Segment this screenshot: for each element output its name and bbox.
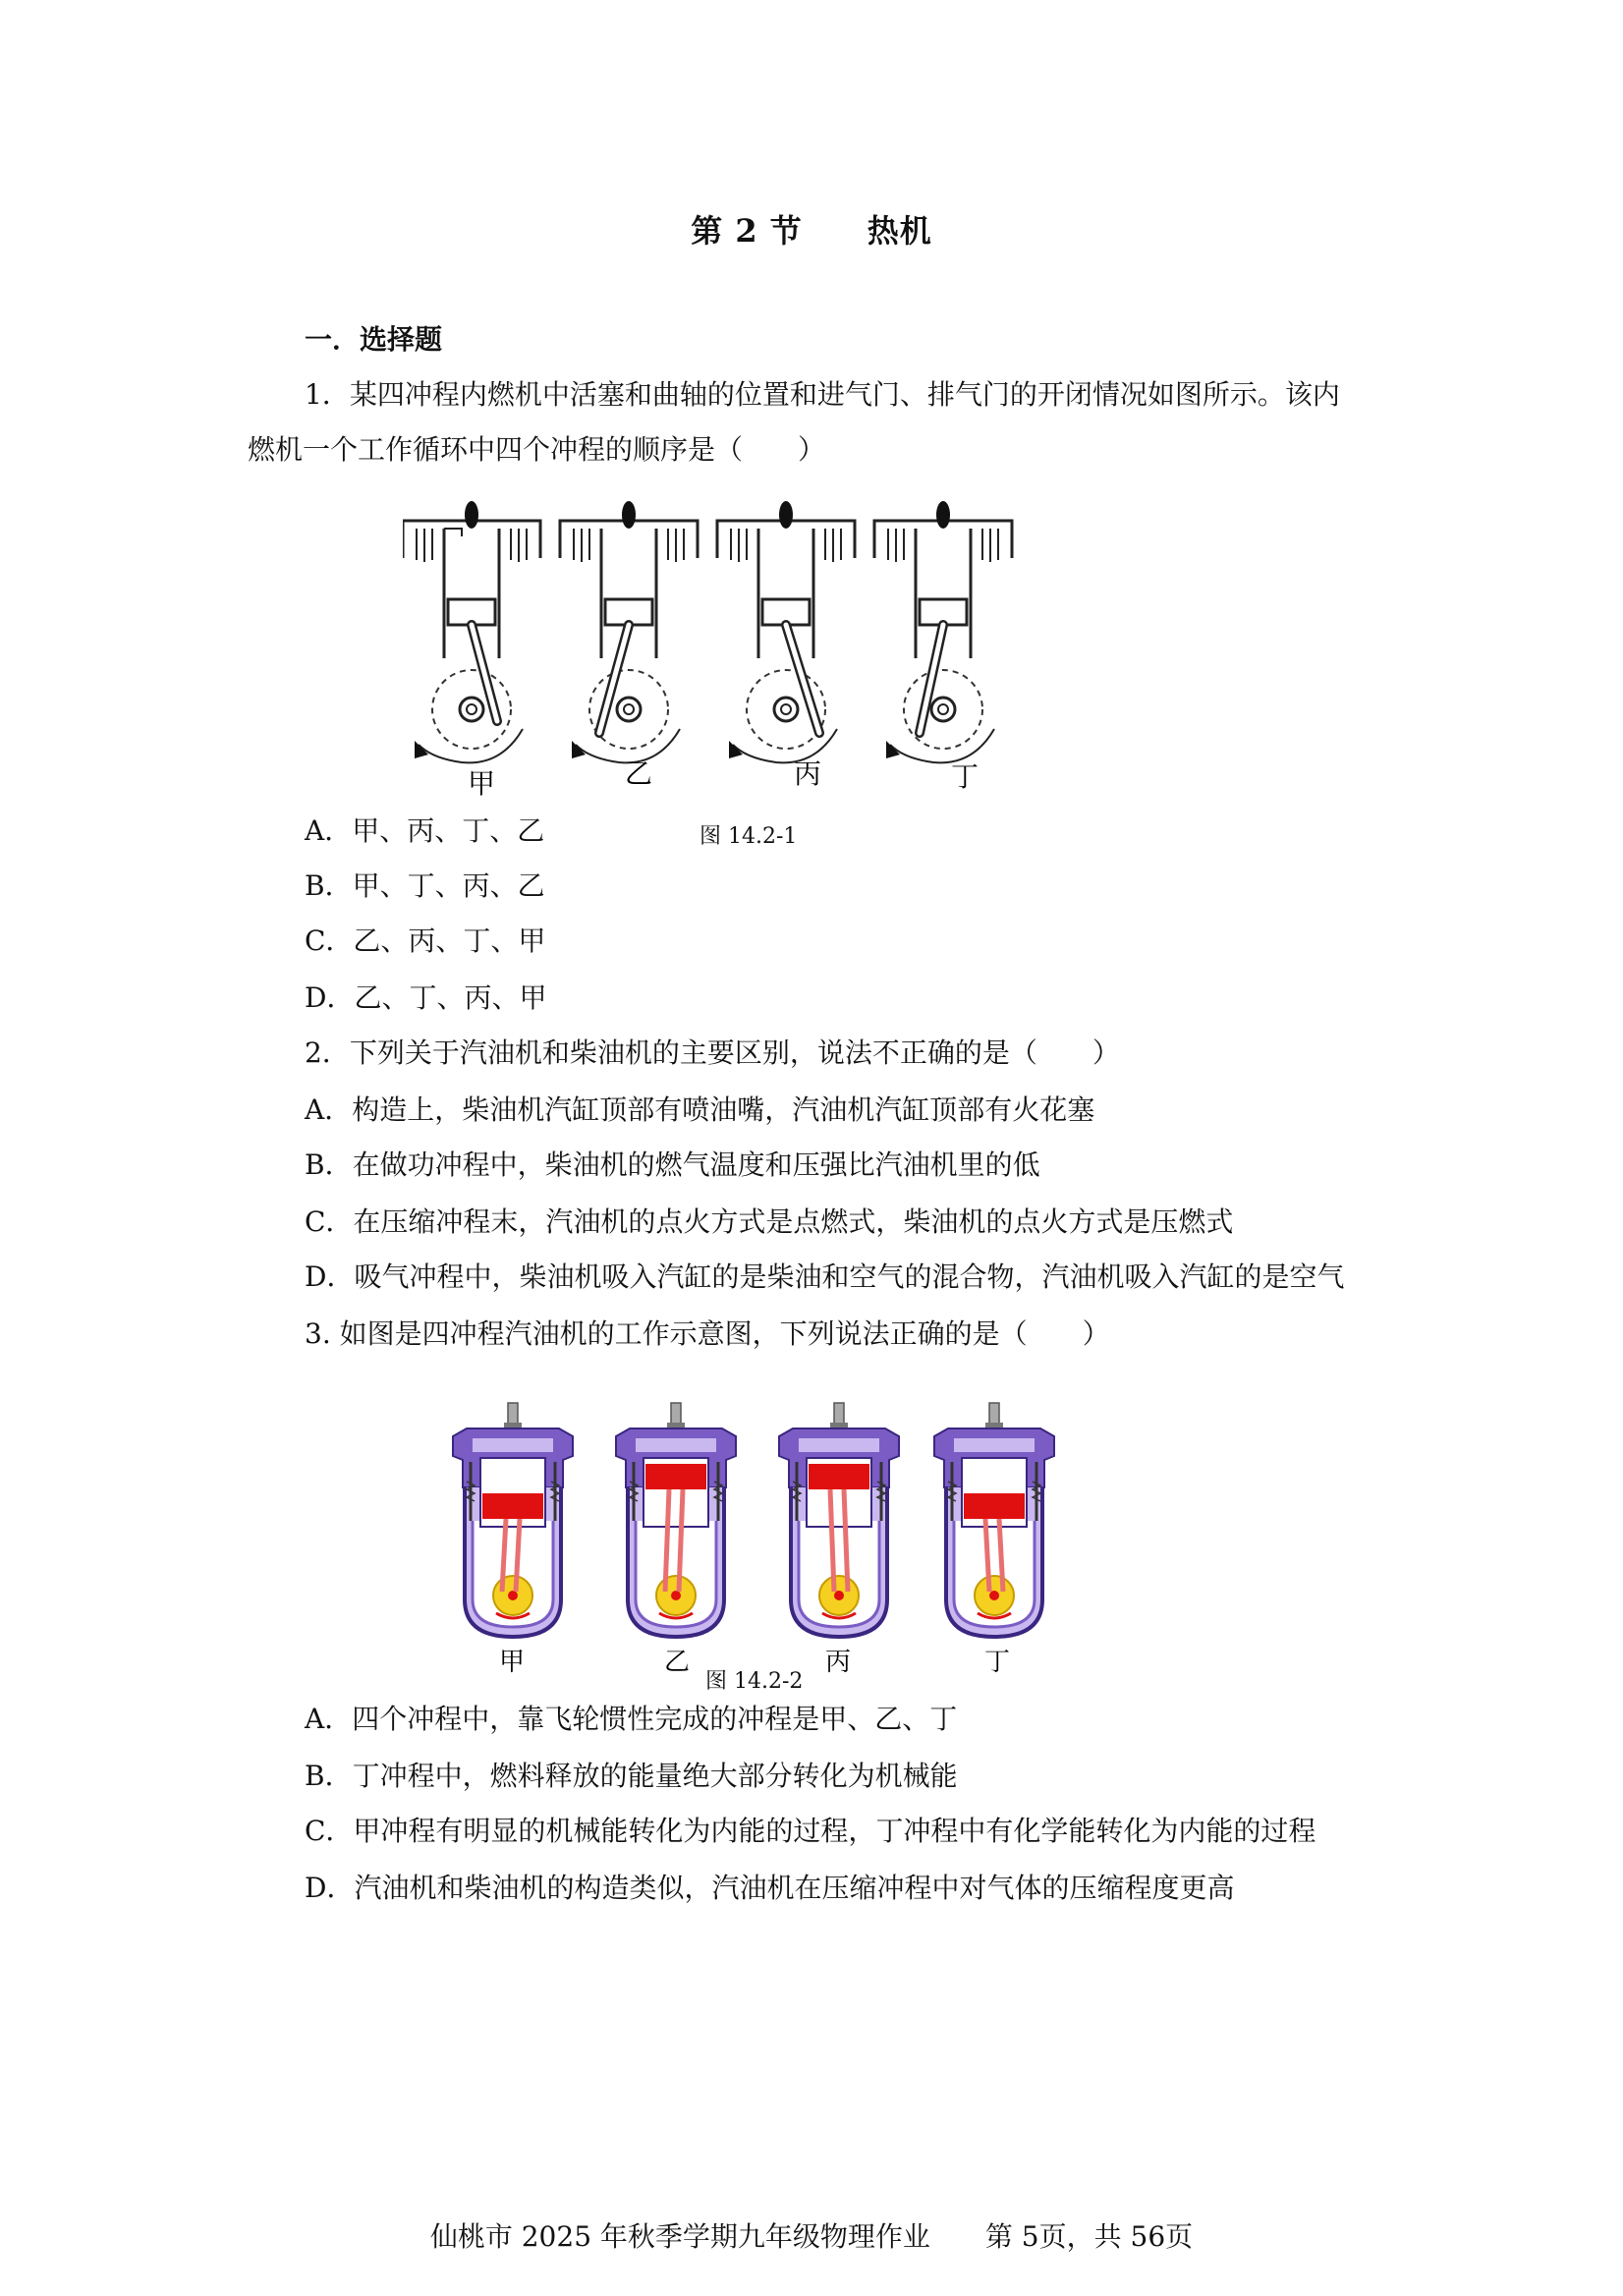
page-title: 第 2 节 热机	[691, 212, 932, 250]
q3-figure-caption: 图 14.2-2	[705, 1669, 804, 1694]
fig2-label-yi: 乙	[663, 1647, 691, 1676]
q2-stem: 2．下列关于汽油机和柴油机的主要区别，说法不正确的是（ ）	[305, 1036, 1120, 1069]
q3-option-c: C．甲冲程有明显的机械能转化为内能的过程，丁冲程中有化学能转化为内能的过程	[305, 1815, 1316, 1847]
q1-option-d: D．乙、丁、丙、甲	[305, 981, 547, 1014]
figure-14-2-1	[403, 491, 1028, 804]
q1-option-b: B．甲、丁、丙、乙	[305, 869, 545, 902]
fig2-label-ding: 丁	[983, 1647, 1011, 1676]
fig2-label-bing: 丙	[824, 1647, 852, 1676]
q3-stem: 3. 如图是四冲程汽油机的工作示意图，下列说法正确的是（ ）	[305, 1317, 1110, 1350]
q2-option-c: C．在压缩冲程末，汽油机的点火方式是点燃式，柴油机的点火方式是压燃式	[305, 1205, 1234, 1238]
q1-option-a: A．甲、丙、丁、乙	[305, 814, 545, 847]
fig1-label-bing: 丙	[793, 758, 822, 789]
fig2-label-jia: 甲	[498, 1647, 526, 1676]
q2-option-b: B．在做功冲程中，柴油机的燃气温度和压强比汽油机里的低	[305, 1148, 1040, 1181]
fig1-label-ding: 丁	[950, 761, 979, 792]
q1-option-c: C．乙、丙、丁、甲	[305, 924, 546, 957]
q1-stem-line2: 燃机一个工作循环中四个冲程的顺序是（ ）	[248, 433, 826, 466]
page-footer: 仙桃市 2025 年秋季学期九年级物理作业 第 5页，共 56页	[429, 2220, 1194, 2253]
q3-option-b: B．丁冲程中，燃料释放的能量绝大部分转化为机械能	[305, 1760, 958, 1792]
q3-option-d: D．汽油机和柴油机的构造类似，汽油机在压缩冲程中对气体的压缩程度更高	[305, 1872, 1235, 1904]
fig1-label-jia: 甲	[467, 768, 496, 799]
q2-option-a: A．构造上，柴油机汽缸顶部有喷油嘴，汽油机汽缸顶部有火花塞	[305, 1093, 1095, 1126]
fig1-label-yi: 乙	[624, 758, 653, 789]
q1-figure-caption: 图 14.2-1	[700, 824, 798, 849]
figure-14-2-2	[447, 1397, 1066, 1682]
q1-stem-line1: 1．某四冲程内燃机中活塞和曲轴的位置和进气门、排气门的开闭情况如图所示。该内	[305, 378, 1340, 411]
q2-option-d: D．吸气冲程中，柴油机吸入汽缸的是柴油和空气的混合物，汽油机吸入汽缸的是空气	[305, 1260, 1345, 1293]
section-heading: 一．选择题	[305, 323, 443, 356]
q3-option-a: A．四个冲程中，靠飞轮惯性完成的冲程是甲、乙、丁	[305, 1703, 958, 1735]
